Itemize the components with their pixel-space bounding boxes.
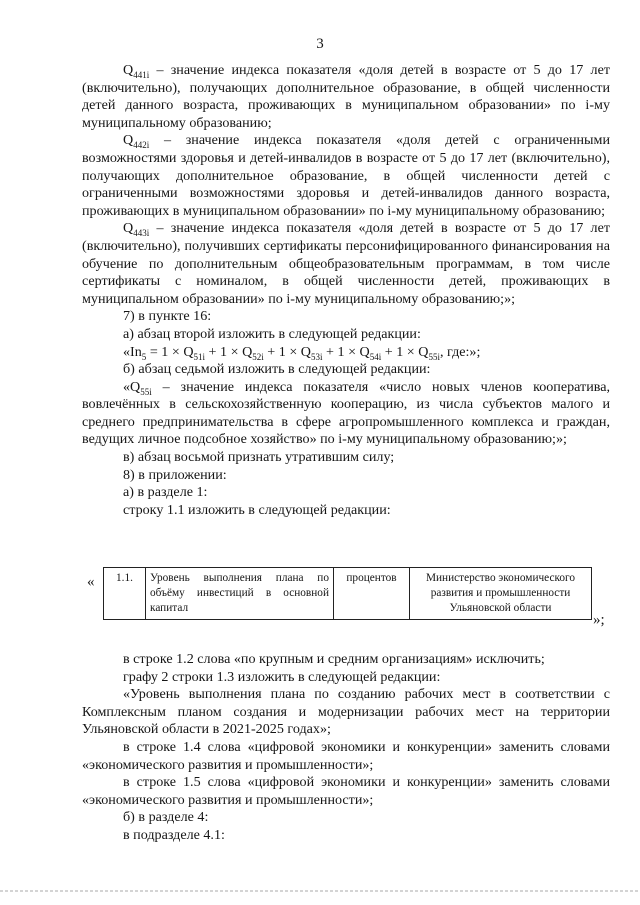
lower-paragraph-1-2: в строке 1.2 слова «по крупным и средним организациям» исключить; xyxy=(123,651,545,667)
unit-cell: процентов xyxy=(334,568,410,620)
formula-in5: «$In_5 = 1 \times Q_{51i} + 1 \times Q_{52i} + 1 \times Q_{53i} + 1 \times Q_{54i} + 1 \times Q_{55i}$, где:»; xyxy=(123,343,481,362)
indicator-name-cell: Уровень выполнения плана по объёму инвестиций в основной капитал xyxy=(146,568,334,620)
lower-paragraph-1-4: в строке 1.4 слова «цифровой экономики и конкуренции» заменить словами «экономического развития и промышленности»; xyxy=(82,738,610,773)
department-cell: Министерство экономического развития и промышленности Ульяновской области xyxy=(410,568,592,620)
lower-item-b: б) в разделе 4: xyxy=(123,809,209,826)
lower-paragraph-1-5: в строке 1.5 слова «цифровой экономики и конкуренции» заменить словами «экономического развития и промышленности»; xyxy=(82,774,610,808)
paragraph-q55: «$Q_{55i}$ – значение индекса показателя «число новых членов кооператива, вовлечённых в сельскохозяйственную кооперацию, из числа субъектов малого и среднего предпринимательства в сфере агропромышленного комплекса и граждан, ведущих личное подсобное хозяйство» по i-му муниципальному образованию;»; xyxy=(82,378,610,448)
item-7a: а) абзац второй изложить в следующей редакции: xyxy=(123,325,421,342)
lower-item-4-1: в подразделе 4.1: xyxy=(123,826,225,843)
item-7v: в) абзац восьмой признать утратившим силу; xyxy=(123,449,395,466)
table-quote-open: « xyxy=(87,574,95,590)
lower-paragraph-1-3: графу 2 строки 1.3 изложить в следующей редакции: xyxy=(123,668,441,685)
paragraph-q441: $Q_{441i}$ – значение индекса показателя «доля детей в возрасте от 5 до 17 лет (включительно), получающих дополнительное образование, в общей численности детей данного возраста, проживающих в муниципальном образовании» по i-му муниципальному образованию; xyxy=(82,62,610,131)
paragraph-q442: $Q_{442i}$ – значение индекса показателя «доля детей с ограниченными возможностями здоровья и детей-инвалидов в возрасте от 5 до 17 лет (включительно), получающих дополнительное образование, в общей численности детей с ограниченными возможностями здоровья и детей-инвалидов данного возраста, проживающих в муниципальном образовании» по i-му муниципальному образованию; xyxy=(82,132,610,219)
page-number: 3 xyxy=(316,36,324,52)
item-8a: а) в разделе 1: xyxy=(123,484,208,501)
item-7: 7) в пункте 16: xyxy=(123,308,212,325)
lower-text xyxy=(82,651,610,845)
table-quote-close: »; xyxy=(593,612,605,628)
item-8a-line: строку 1.1 изложить в следующей редакции: xyxy=(123,501,391,518)
item-7b: б) абзац седьмой изложить в следующей редакции: xyxy=(123,361,431,378)
table-row xyxy=(104,568,592,620)
main-text xyxy=(82,62,610,519)
lower-paragraph-quote: «Уровень выполнения плана по созданию рабочих мест в соответствии с Комплексным планом создания и модернизации рабочих мест на территории Ульяновской области в 2021-2025 годах»; xyxy=(82,686,610,738)
row-number-cell: 1.1. xyxy=(104,568,146,620)
scan-edge-line xyxy=(0,890,640,892)
paragraph-q443: $Q_{443i}$ – значение индекса показателя «доля детей в возрасте от 5 до 17 лет (включительно), получивших сертификаты персонифицированного финансирования на обучение по дополнительным общеобразовательным программам, в том числе сертификаты с номиналом, в общей численности детей, проживающих в муниципальном образовании» по i-му муниципальному образованию;»; xyxy=(82,220,610,307)
item-8: 8) в приложении: xyxy=(123,466,227,483)
inserted-table-row xyxy=(103,567,592,620)
